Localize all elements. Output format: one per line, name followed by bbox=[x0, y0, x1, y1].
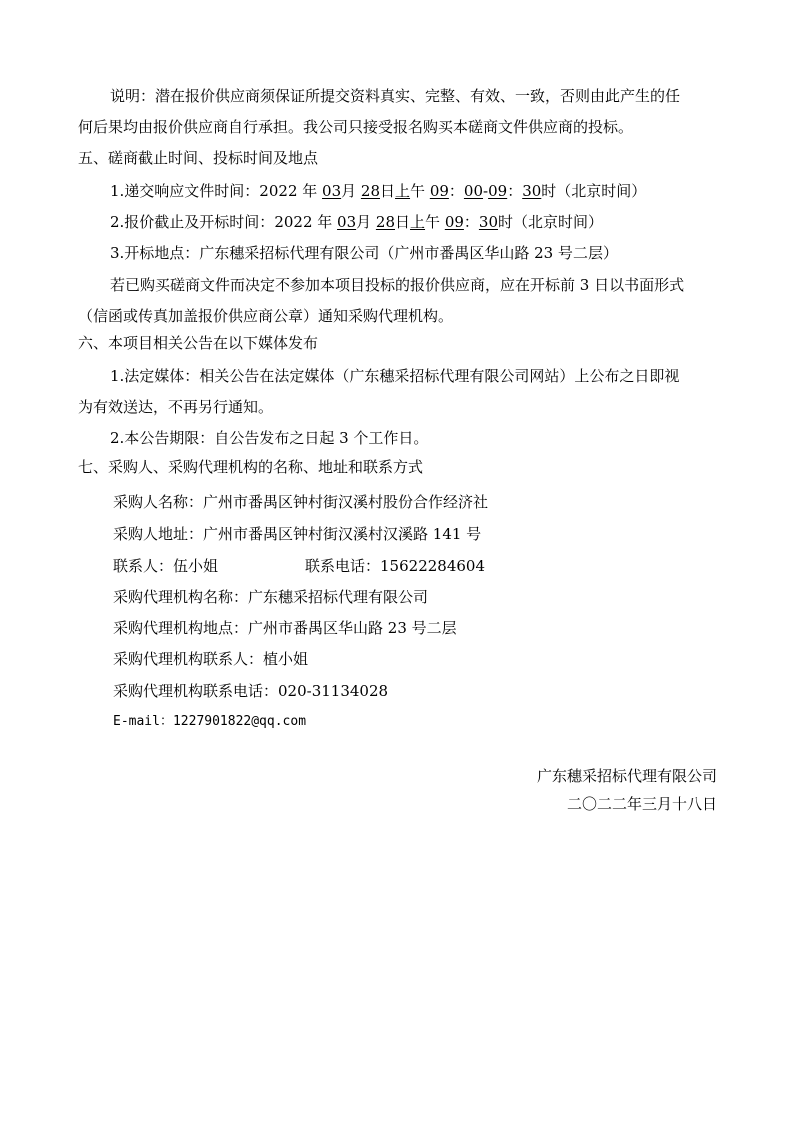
media-item-1-line-2: 为有效送达，不再另行通知。 bbox=[78, 398, 274, 416]
section-5-heading: 五、磋商截止时间、投标时间及地点 bbox=[78, 149, 319, 167]
buyer-contact: 联系人：伍小姐 bbox=[113, 557, 219, 575]
deadline-sep: ： bbox=[463, 213, 479, 231]
deadline-period-rest: 午 bbox=[425, 213, 445, 231]
email-line bbox=[113, 712, 306, 732]
deadline-day-unit: 日 bbox=[395, 213, 411, 231]
agency-address: 采购代理机构地点：广州市番禺区华山路 23 号二层 bbox=[113, 619, 457, 637]
signature-date: 二〇二二年三月十八日 bbox=[566, 795, 717, 813]
media-item-2: 2.本公告期限：自公告发布之日起 3 个工作日。 bbox=[110, 429, 429, 447]
buyer-phone-label: 联系电话： bbox=[305, 557, 381, 575]
agency-phone-line bbox=[113, 681, 388, 701]
submission-period-rest: 午 bbox=[410, 182, 430, 200]
signature-company: 广东穗采招标代理有限公司 bbox=[536, 767, 717, 785]
buyer-phone-line bbox=[305, 556, 485, 576]
email-label: E-mail： bbox=[113, 714, 173, 729]
submission-dash: - bbox=[483, 182, 489, 200]
deadline-suffix: 时（北京时间） bbox=[498, 213, 604, 231]
email-address: 1227901822@qq.com bbox=[172, 714, 307, 729]
buyer-phone: 15622284604 bbox=[380, 557, 485, 575]
submission-period: 上 bbox=[395, 182, 411, 200]
note-line-2: 何后果均由报价供应商自行承担。我公司只接受报名购买本磋商文件供应商的投标。 bbox=[78, 118, 634, 136]
deadline-month: 03 bbox=[337, 213, 357, 231]
submission-sep-2: ： bbox=[507, 182, 523, 200]
deadline-hour: 09 bbox=[444, 213, 464, 231]
agency-phone: 020-31134028 bbox=[278, 682, 389, 700]
note-line-1: 说明：潜在报价供应商须保证所提交资料真实、完整、有效、一致，否则由此产生的任 bbox=[110, 87, 681, 105]
submission-time-prefix: 1.递交响应文件时间：2022 年 bbox=[110, 182, 323, 200]
submission-time-line bbox=[110, 181, 646, 201]
withdrawal-para-line-2: （信函或传真加盖报价供应商公章）通知采购代理机构。 bbox=[78, 307, 454, 325]
buyer-name: 采购人名称：广州市番禺区钟村街汉溪村股份合作经济社 bbox=[113, 493, 489, 511]
opening-location-line: 3.开标地点：广东穗采招标代理有限公司（广州市番禺区华山路 23 号二层） bbox=[110, 244, 618, 262]
submission-month: 03 bbox=[322, 182, 342, 200]
deadline-time-line bbox=[110, 212, 603, 232]
deadline-day: 28 bbox=[375, 213, 395, 231]
buyer-address: 采购人地址：广州市番禺区钟村街汉溪村汉溪路 141 号 bbox=[113, 525, 482, 543]
agency-name: 采购代理机构名称：广东穗采招标代理有限公司 bbox=[113, 588, 429, 606]
withdrawal-para-line-1: 若已购买磋商文件而决定不参加本项目投标的报价供应商，应在开标前 3 日以书面形式 bbox=[110, 276, 685, 294]
submission-end-hour: 09 bbox=[488, 182, 508, 200]
submission-start-hour: 09 bbox=[429, 182, 449, 200]
deadline-month-unit: 月 bbox=[356, 213, 376, 231]
submission-day-unit: 日 bbox=[380, 182, 396, 200]
deadline-minute: 30 bbox=[478, 213, 499, 231]
section-7-heading: 七、采购人、采购代理机构的名称、地址和联系方式 bbox=[78, 458, 424, 476]
agency-phone-label: 采购代理机构联系电话： bbox=[113, 682, 279, 700]
deadline-period: 上 bbox=[410, 213, 426, 231]
submission-month-unit: 月 bbox=[341, 182, 361, 200]
deadline-prefix: 2.报价截止及开标时间：2022 年 bbox=[110, 213, 338, 231]
submission-day: 28 bbox=[360, 182, 380, 200]
media-item-1-line-1: 1.法定媒体：相关公告在法定媒体（广东穗采招标代理有限公司网站）上公布之日即视 bbox=[110, 367, 680, 385]
submission-end-minute: 30 bbox=[522, 182, 542, 200]
section-6-heading: 六、本项目相关公告在以下媒体发布 bbox=[78, 334, 319, 352]
agency-contact: 采购代理机构联系人：植小姐 bbox=[113, 650, 309, 668]
submission-sep-1: ： bbox=[448, 182, 464, 200]
submission-start-minute: 00 bbox=[463, 182, 484, 200]
submission-suffix: 时（北京时间） bbox=[541, 182, 647, 200]
